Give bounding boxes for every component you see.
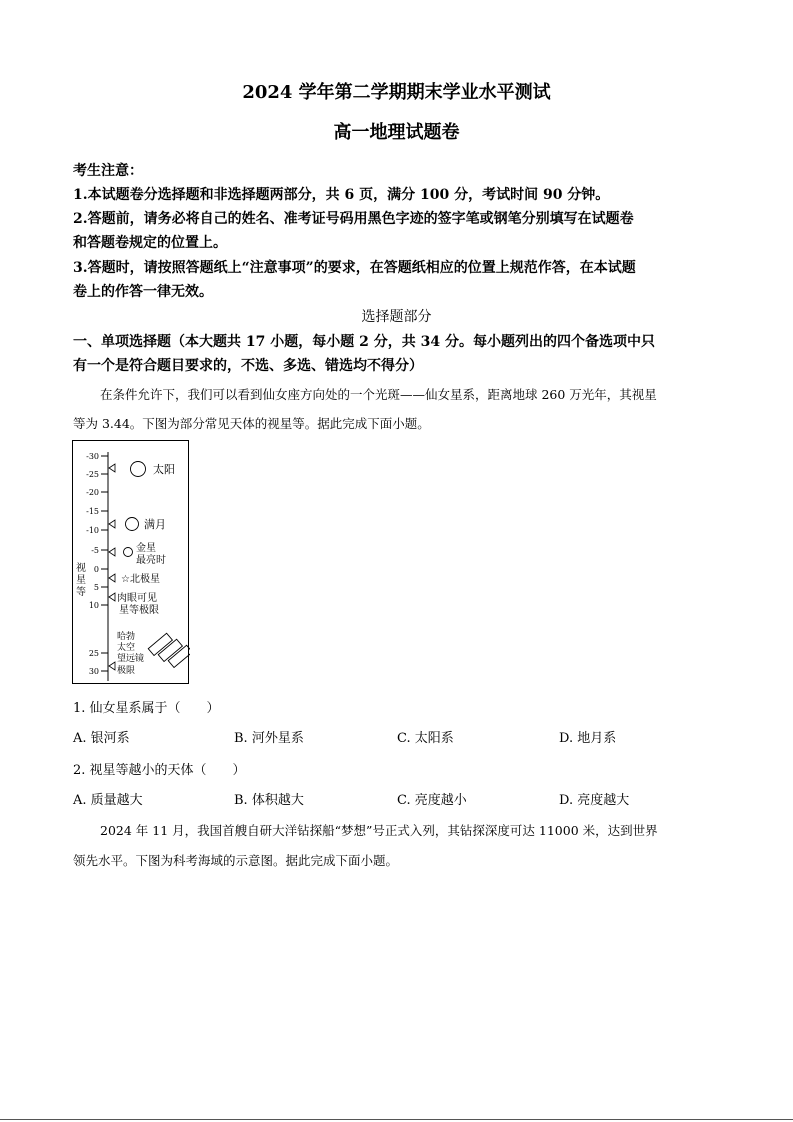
tick-label: -25: [86, 470, 99, 479]
section-title: 选择题部分: [361, 309, 432, 325]
notice-item-2-line-1: 2.答题前，请务必将自己的姓名、准考证号码用黑色字迹的签字笔或钢笔分别填写在试题卷: [73, 211, 634, 227]
tick-label: 25: [88, 649, 99, 658]
question-1-option-c[interactable]: C. 太阳系: [397, 731, 454, 746]
passage-2-line-1: 2024 年 11 月，我国首艘自研大洋钻探船“梦想”号正式入列，其钻探深度可达 11000 米，达到世界: [100, 823, 658, 838]
exam-subtitle: 高一地理试题卷: [333, 122, 460, 143]
page-bottom-rule: [0, 1119, 793, 1120]
moon-symbol: [126, 518, 139, 531]
tick-label: -20: [86, 488, 99, 497]
question-1-option-d[interactable]: D. 地月系: [559, 731, 617, 746]
tick-label: 0: [93, 565, 99, 574]
question-2-option-a[interactable]: A. 质量越大: [73, 793, 143, 808]
question-2-option-b[interactable]: B. 体积越大: [234, 793, 304, 808]
tick-label: -5: [91, 546, 99, 555]
telescope-icon: [148, 633, 190, 667]
naked-eye-label-2: 星等极限: [119, 605, 159, 616]
notice-item-2-line-2: 和答题卷规定的位置上。: [73, 235, 227, 251]
magnitude-figure: [72, 440, 190, 685]
naked-eye-label: 肉眼可见: [117, 593, 157, 604]
venus-label: 金星: [136, 543, 156, 554]
hubble-label-3: 望远镜: [117, 654, 145, 664]
venus-label-2: 最亮时: [136, 555, 166, 566]
sun-label: 太阳: [153, 463, 175, 476]
tick-label: -10: [86, 526, 99, 535]
question-2-option-c[interactable]: C. 亮度越小: [397, 793, 467, 808]
tick-label: -30: [86, 452, 99, 461]
hubble-label-4: 极限: [117, 666, 136, 676]
polaris-label: 北极星: [130, 574, 160, 585]
section-heading-line-1: 一、单项选择题（本大题共 17 小题，每小题 2 分，共 34 分。每小题列出的四个备选项中只: [73, 334, 655, 350]
notice-item-3-line-1: 3.答题时，请按照答题纸上“注意事项”的要求，在答题纸相应的位置上规范作答，在本试题: [73, 260, 636, 276]
tick-label: 10: [88, 601, 99, 610]
passage-1-line-1: 在条件允许下，我们可以看到仙女座方向处的一个光斑——仙女星系，距离地球 260 万光年，其视星: [100, 387, 657, 402]
star-icon: ☆: [121, 574, 130, 585]
passage-2-line-2: 领先水平。下图为科考海域的示意图。据此完成下面小题。: [73, 853, 399, 868]
notice-heading: 考生注意：: [73, 163, 143, 179]
question-1-option-b[interactable]: B. 河外星系: [234, 731, 304, 746]
question-2-option-d[interactable]: D. 亮度越大: [559, 793, 630, 808]
venus-symbol: [124, 548, 133, 557]
question-2-stem: 2. 视星等越小的天体（ ）: [73, 763, 246, 778]
question-1-stem: 1. 仙女星系属于（ ）: [73, 701, 220, 716]
axis-label-char: 视: [76, 563, 86, 574]
notice-item-3-line-2: 卷上的作答一律无效。: [73, 284, 213, 300]
tick-label: 30: [88, 667, 99, 676]
exam-title: 2024 学年第二学期期末学业水平测试: [242, 82, 551, 103]
passage-1-line-2: 等为 3.44。下图为部分常见天体的视星等。据此完成下面小题。: [73, 416, 430, 431]
sun-symbol: [131, 462, 146, 477]
tick-label: 5: [93, 583, 99, 592]
hubble-label-2: 太空: [117, 643, 136, 653]
notice-item-1: 1.本试题卷分选择题和非选择题两部分，共 6 页，满分 100 分，考试时间 90 分钟。: [73, 187, 610, 203]
question-1-option-a[interactable]: A. 银河系: [73, 731, 130, 746]
tick-label: -15: [86, 507, 99, 516]
axis-label-char: 等: [76, 587, 86, 598]
full-moon-label: 满月: [144, 518, 166, 531]
axis-label-char: 星: [76, 575, 86, 586]
hubble-label: 哈勃: [117, 632, 136, 642]
section-heading-line-2: 有一个是符合题目要求的，不选、多选、错选均不得分）: [73, 358, 423, 374]
